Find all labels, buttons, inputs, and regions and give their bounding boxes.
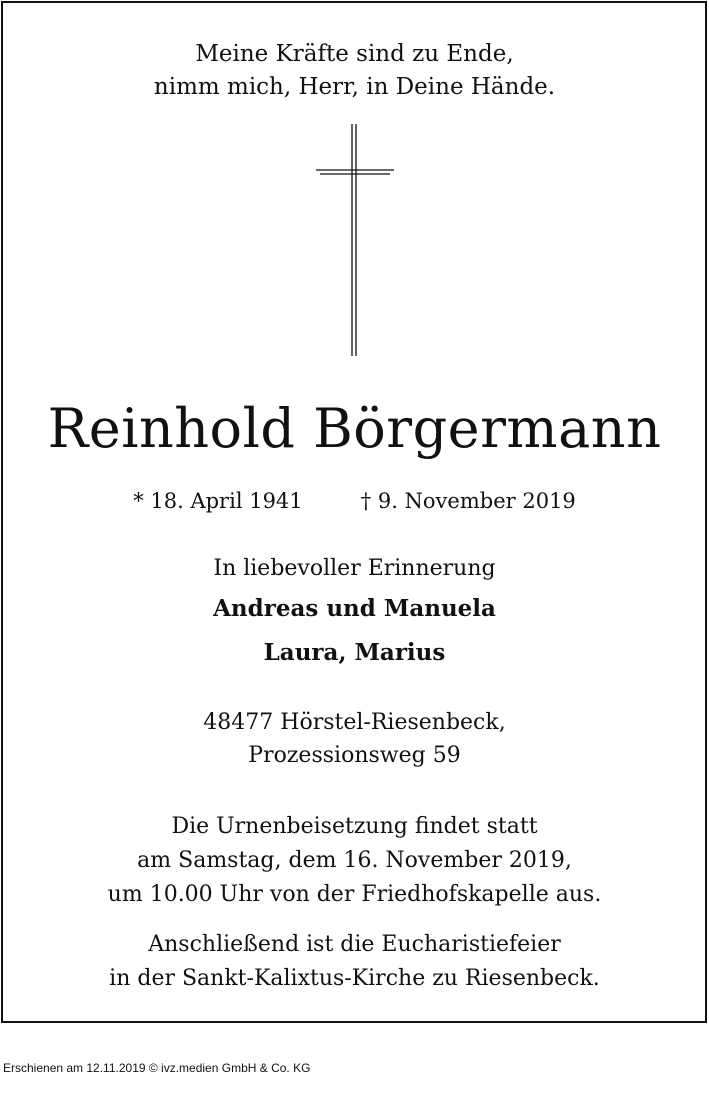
cross-icon <box>316 124 394 356</box>
death-date: † 9. November 2019 <box>360 489 576 513</box>
birth-date: * 18. April 1941 <box>133 489 303 513</box>
life-dates <box>0 486 709 516</box>
memory-intro: In liebevoller Erinnerung <box>213 556 496 581</box>
publication-footer: Erschienen am 12.11.2019 © ivz.medien GmbH & Co. KG <box>3 1061 311 1075</box>
verse <box>0 38 709 104</box>
verse-line-1: Meine Kräfte sind zu Ende, <box>195 41 514 67</box>
afterwards-line-1: Anschließend ist die Eucharistiefeier <box>148 932 561 957</box>
address-line-1: 48477 Hörstel-Riesenbeck, <box>203 710 506 735</box>
afterwards-info <box>0 928 709 996</box>
mourners-line-1: Andreas und Manuela <box>213 595 496 622</box>
service-line-1: Die Urnenbeisetzung findet statt <box>171 814 538 839</box>
address <box>0 706 709 772</box>
mourners-line-2: Laura, Marius <box>263 639 446 666</box>
afterwards-line-2: in der Sankt-Kalixtus-Kirche zu Riesenbeck. <box>109 966 600 991</box>
verse-line-2: nimm mich, Herr, in Deine Hände. <box>153 74 556 100</box>
service-line-3: um 10.00 Uhr von der Friedhofskapelle aus. <box>107 882 602 907</box>
address-line-2: Prozessionsweg 59 <box>248 743 461 768</box>
service-info <box>0 810 709 912</box>
service-line-2: am Samstag, dem 16. November 2019, <box>137 848 572 873</box>
deceased-name: Reinhold Börgermann <box>47 397 662 460</box>
